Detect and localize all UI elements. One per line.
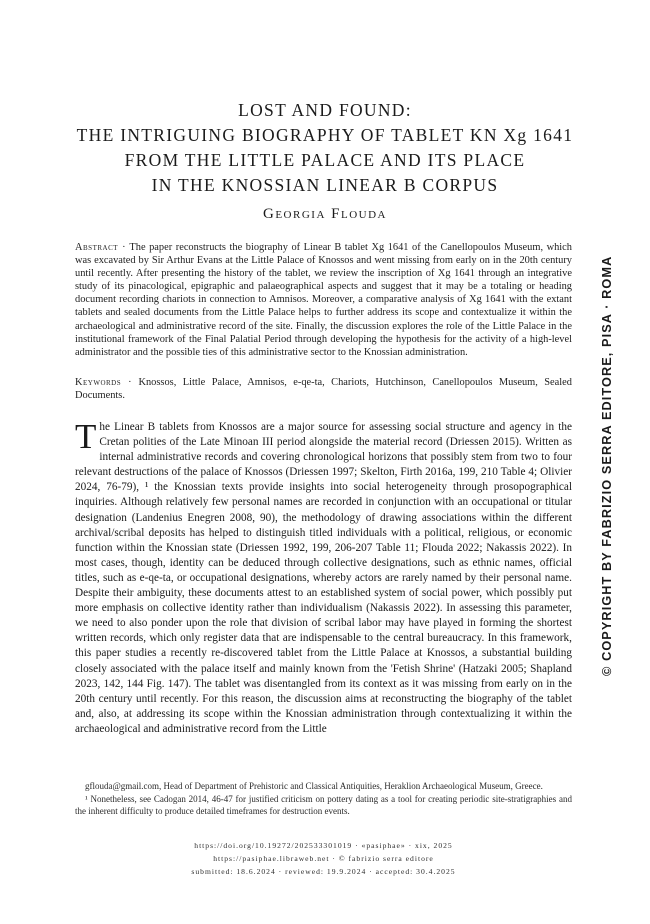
footer-doi-line: https://doi.org/10.19272/202533301019 · «pasiphae» · xix, 2025 xyxy=(194,841,453,850)
article-title xyxy=(60,98,590,198)
body-paragraph: he Linear B tablets from Knossos are a major source for assessing social structure and agency in the Cretan polities of the Late Minoan III period alongside the material record (Driessen 2015). Written as internal administrative records and covering chronological horizons that possibly stem from two to four relevant destructions of the palace of Knossos (Driessen 1997; Skelton, Firth 2016a, 199, 210 Table 4; Olivier 2024, 76-79), ¹ the Knossian texts provide insights into social heterogeneity through prosopographical inquiries. Although relatively few personal names are recorded in conjunction with an occupational or titular designation (Landenius Enegren 2008, 90), the methodology of drawing associations within the different archival/scribal deposits has helped to distinguish titled individuals with a political, religious, or economic function within the Knossian state (Driessen 1992, 199, 206-207 Table 11; Flouda 2022; Nakassis 2022). In most cases, though, identity can be deduced through collective designations, such as ethnic names, official titles, such as e-qe-ta, or occupational designations, whereby actors are rarely named by their personal name. Despite their ambiguity, these documents attest to an established system of social power, which possibly put more emphasis on collective identity rather than individualism (Nakassis 2022). In assessing this parameter, we need to also ponder upon the role that division of scribal labor may have played in forming the shortest written records, which only register data that are indispensable to the central bureaucracy. In this framework, this paper studies a recently re-discovered tablet from the Little Palace at Knossos, a substantial building closely associated with the palace itself and mainly known from the 'Fetish Shrine' (Hatzaki 2005; Shapland 2023, 142, 144 Fig. 147). The tablet was disentangled from its context as it was missing from early on in the 20th century until recently. For this reason, the discussion aims at reconstructing the biography of the tablet and, also, at addressing its scope within the Knossian administration through contextualizing it within the archaeological and administrative record from the Little xyxy=(75,421,572,735)
footnotes xyxy=(75,781,572,819)
abstract-label: Abstract · xyxy=(75,242,127,253)
abstract xyxy=(75,241,572,359)
keywords-label: Keywords · xyxy=(75,377,133,388)
drop-cap: T xyxy=(75,417,97,456)
footer-dates-line: submitted: 18.6.2024 · reviewed: 19.9.2024 · accepted: 30.4.2025 xyxy=(191,867,456,876)
body-text xyxy=(75,417,572,737)
title-line: IN THE KNOSSIAN LINEAR B CORPUS xyxy=(151,175,499,195)
title-line: LOST AND FOUND: xyxy=(238,100,412,120)
copyright-text: © COPYRIGHT BY FABRIZIO SERRA EDITORE, PISA · ROMA xyxy=(600,255,614,676)
title-line: FROM THE LITTLE PALACE AND ITS PLACE xyxy=(124,150,526,170)
keywords-text: Knossos, Little Palace, Amnisos, e-qe-ta, Chariots, Hutchinson, Canellopoulos Museum, Sealed Documents. xyxy=(75,377,572,402)
author-name: Georgia Flouda xyxy=(263,206,387,222)
title-line: THE INTRIGUING BIOGRAPHY OF TABLET KN Xg 1641 xyxy=(76,125,574,145)
footnote: ¹ Nonetheless, see Cadogan 2014, 46-47 for justified criticism on pottery dating as a tool for creating periodic site-stratigraphies and the inherent difficulty to produce detailed timeframes for destruction events. xyxy=(75,794,572,816)
publication-footer xyxy=(75,839,572,878)
abstract-text: The paper reconstructs the biography of Linear B tablet Xg 1641 of the Canellopoulos Museum, which was excavated by Sir Arthur Evans at the Little Palace of Knossos and went missing from early on in the 20th century until recently. After presenting the history of the tablet, we review the inscription of Xg 1641 through an integrative study of its pinacological, epigraphic and palaeographical aspects and suggest that it may be a totaling or heading document recording chariots in connection to Amnisos. Moreover, a comparative analysis of Xg 1641 with the extant tablets and sealed documents from the Little Palace helps to further address its scope and contextualize it within the archaeological and administrative record of the site. Finally, the discussion explores the role of the Little Palace in the institutional framework of the Final Palatial Period through developing the hypothesis for the activity of a high-level administrator and the possible ties of this administrative sector to the Knossian administration. xyxy=(75,242,572,358)
footnote: gflouda@gmail.com, Head of Department of Prehistoric and Classical Antiquities, Heraklion Archaeological Museum, Greece. xyxy=(85,781,543,791)
keywords xyxy=(75,376,572,402)
footer-publisher-line: https://pasiphae.libraweb.net · © fabrizio serra editore xyxy=(213,854,434,863)
